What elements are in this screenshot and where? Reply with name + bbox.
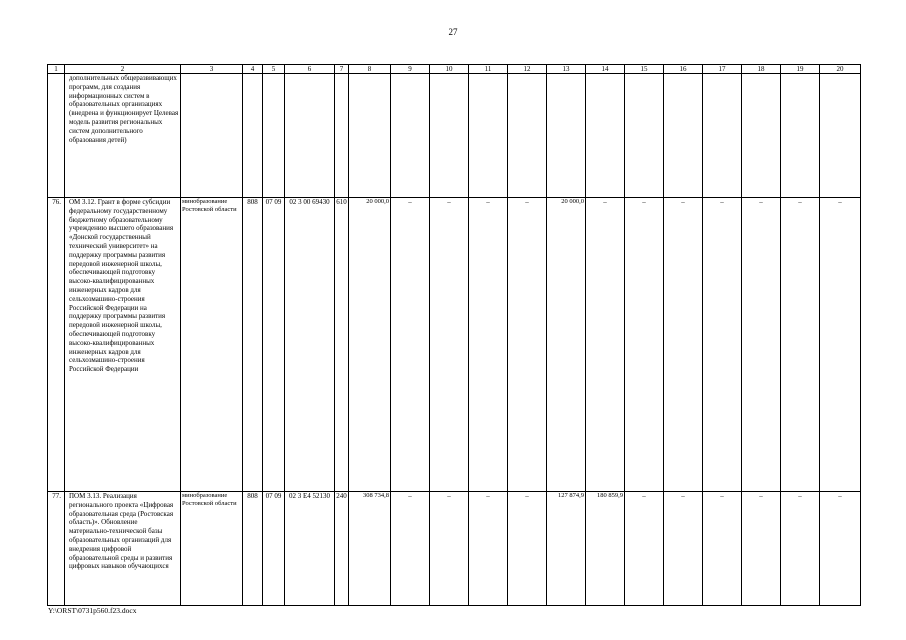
table-row [48, 198, 861, 492]
cell-col15: – [625, 492, 664, 606]
column-number-row [48, 65, 861, 74]
row-description: ПОМ 3.13. Реализация регионального проекта «Цифровая образовательная среда (Ростовская область)». Обновление материально-технической базы образовательных организаций для внедрения цифровой образовательной среды и развития цифровых навыков обучающихся [65, 492, 181, 606]
cell-col7: 240 [335, 492, 349, 606]
column-header-12: 12 [508, 65, 547, 74]
cell-col11 [469, 74, 508, 198]
cell-col16: – [664, 492, 703, 606]
column-header-3: 3 [181, 65, 243, 74]
column-header-15: 15 [625, 65, 664, 74]
column-header-20: 20 [820, 65, 861, 74]
cell-col14: – [586, 198, 625, 492]
cell-col10: – [430, 492, 469, 606]
table-row [48, 74, 861, 198]
cell-col5: 07 09 [263, 492, 285, 606]
cell-col13: 127 874,9 [547, 492, 586, 606]
cell-col20: – [820, 492, 861, 606]
column-header-2: 2 [65, 65, 181, 74]
cell-col14 [586, 74, 625, 198]
row-number: 76. [48, 198, 65, 492]
cell-col10 [430, 74, 469, 198]
row-number [48, 74, 65, 198]
row-number: 77. [48, 492, 65, 606]
cell-col16: – [664, 198, 703, 492]
cell-col17: – [703, 492, 742, 606]
cell-col20 [820, 74, 861, 198]
cell-col7 [335, 74, 349, 198]
cell-col10: – [430, 198, 469, 492]
row-executor: минобразование Ростовской области [181, 198, 243, 492]
cell-col16 [664, 74, 703, 198]
column-header-5: 5 [263, 65, 285, 74]
cell-col20: – [820, 198, 861, 492]
cell-col9 [391, 74, 430, 198]
cell-col4: 808 [243, 198, 263, 492]
row-description: дополнительных общеразвивающих программ, для создания информационных систем в образовательных организациях (внедрена и функционирует Целевая модель развития региональных систем дополнительного образования детей) [65, 74, 181, 198]
cell-col12: – [508, 198, 547, 492]
cell-col15: – [625, 198, 664, 492]
column-header-18: 18 [742, 65, 781, 74]
row-executor [181, 74, 243, 198]
cell-col18: – [742, 492, 781, 606]
cell-col17 [703, 74, 742, 198]
column-header-11: 11 [469, 65, 508, 74]
cell-col12: – [508, 492, 547, 606]
column-header-14: 14 [586, 65, 625, 74]
row-description: ОМ 3.12. Грант в форме субсидии федеральному государственному бюджетному образовательному учреждению высшего образования «Донской государственный технический университет» на поддержку программы развития передовой инженерной школы, обеспечивающей подготовку высоко-квалифицированных инженерных кадров для сельхозмашино-строения Российской Федерации на поддержку программы развития передовой инженерной школы, обеспечивающей подготовку высоко-квалифицированных инженерных кадров для сельхозмашино-строения Российской Федерации [65, 198, 181, 492]
cell-col8 [349, 74, 391, 198]
cell-col17: – [703, 198, 742, 492]
cell-col8: 20 000,0 [349, 198, 391, 492]
column-header-1: 1 [48, 65, 65, 74]
cell-col4 [243, 74, 263, 198]
column-header-9: 9 [391, 65, 430, 74]
cell-col5 [263, 74, 285, 198]
file-path-footer: Y:\ORST\0731p560.f23.docx [48, 606, 137, 615]
column-header-16: 16 [664, 65, 703, 74]
cell-col11: – [469, 492, 508, 606]
budget-table [47, 64, 861, 606]
column-header-13: 13 [547, 65, 586, 74]
cell-col11: – [469, 198, 508, 492]
cell-col9: – [391, 198, 430, 492]
table-row [48, 492, 861, 606]
cell-col7: 610 [335, 198, 349, 492]
cell-col5: 07 09 [263, 198, 285, 492]
cell-col6: 02 3 E4 52130 [285, 492, 335, 606]
cell-col14: 180 859,9 [586, 492, 625, 606]
cell-col8: 308 734,8 [349, 492, 391, 606]
cell-col19 [781, 74, 820, 198]
column-header-7: 7 [335, 65, 349, 74]
cell-col18: – [742, 198, 781, 492]
cell-col9: – [391, 492, 430, 606]
column-header-4: 4 [243, 65, 263, 74]
column-header-10: 10 [430, 65, 469, 74]
cell-col6 [285, 74, 335, 198]
cell-col13: 20 000,0 [547, 198, 586, 492]
column-header-17: 17 [703, 65, 742, 74]
cell-col12 [508, 74, 547, 198]
cell-col18 [742, 74, 781, 198]
cell-col15 [625, 74, 664, 198]
cell-col13 [547, 74, 586, 198]
cell-col19: – [781, 492, 820, 606]
page-number: 27 [448, 27, 458, 37]
column-header-6: 6 [285, 65, 335, 74]
row-executor: минобразование Ростовской области [181, 492, 243, 606]
cell-col6: 02 3 00 69430 [285, 198, 335, 492]
cell-col19: – [781, 198, 820, 492]
column-header-8: 8 [349, 65, 391, 74]
column-header-19: 19 [781, 65, 820, 74]
cell-col4: 808 [243, 492, 263, 606]
